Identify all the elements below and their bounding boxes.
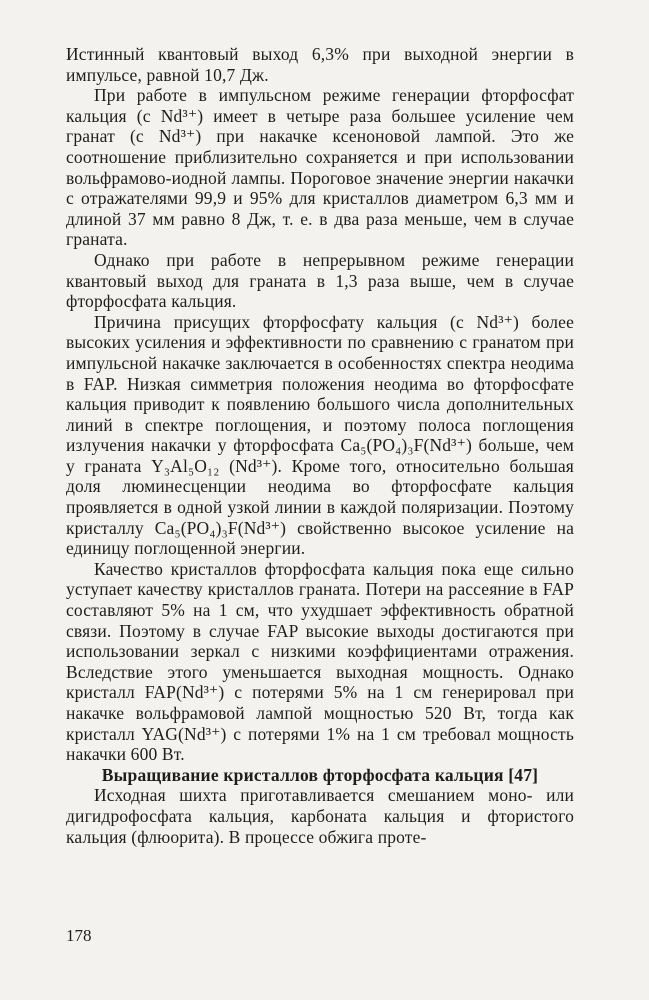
paragraph-2: При работе в импульсном режиме генерации фторфосфат кальция (с Nd³⁺) имеет в четыре раза большее усиление чем гранат (с Nd³⁺) при накачке ксеноновой лампой. Это же соотношение приблизительно сохраняется и при использовании вольфрамово-иодной лампы. Пороговое значение энергии накачки с отражателями 99,9 и 95% для кристаллов диаметром 6,3 мм и длиной 37 мм равно 8 Дж, т. е. в два раза меньше, чем в случае граната. [66, 85, 574, 250]
paragraph-3: Однако при работе в непрерывном режиме генерации квантовый выход для граната в 1,3 раза выше, чем в случае фторфосфата кальция. [66, 249, 574, 312]
section-heading: Выращивание кристаллов фторфосфата кальция [47] [101, 764, 539, 785]
paragraph-6: Исходная шихта приготавливается смешанием моно- или дигидрофосфата кальция, карбоната кальция и фтористого кальция (флюорита). В процессе обжига проте- [66, 785, 574, 847]
page-number: 178 [66, 926, 92, 945]
paragraph-1: Истинный квантовый выход 6,3% при выходной энергии в импульсе, равной 10,7 Дж. [66, 44, 574, 85]
body-text [66, 44, 574, 847]
paragraph-5: Качество кристаллов фторфосфата кальция пока еще сильно уступает качеству кристаллов граната. Потери на рассеяние в FAP составляют 5% на 1 см, что ухудшает эффективность обратной связи. Поэтому в случае FAP высокие выходы достигаются при использовании зеркал с низкими коэффициентами отражения. Вследствие этого уменьшается выходная мощность. Однако кристалл FAP(Nd³⁺) с потерями 5% на 1 см генерировал при накачке вольфрамовой лампой мощностью 520 Вт, тогда как кристалл YAG(Nd³⁺) с потерями 1% на 1 см требовал мощность накачки 600 Вт. [66, 558, 574, 765]
paragraph-4: Причина присущих фторфосфату кальция (с Nd³⁺) более высоких усиления и эффективности по сравнению с гранатом при импульсной накачке заключается в особенностях спектра неодима в FAP. Низкая симметрия положения неодима во фторфосфате кальция приводит к появлению большого числа дополнительных линий в спектре поглощения, и поэтому полоса поглощения излучения накачки у фторфосфата Ca₅(PO₄)₃F(Nd³⁺) больше, чем у граната Y₃Al₅O₁₂ (Nd³⁺). Кроме того, относительно большая доля люминесценции неодима во фторфосфате кальция проявляется в одной узкой линии в каждой поляризации. Поэтому кристаллу Ca₅(PO₄)₃F(Nd³⁺) свойственно высокое усиление на единицу поглощенной энергии. [66, 311, 574, 559]
